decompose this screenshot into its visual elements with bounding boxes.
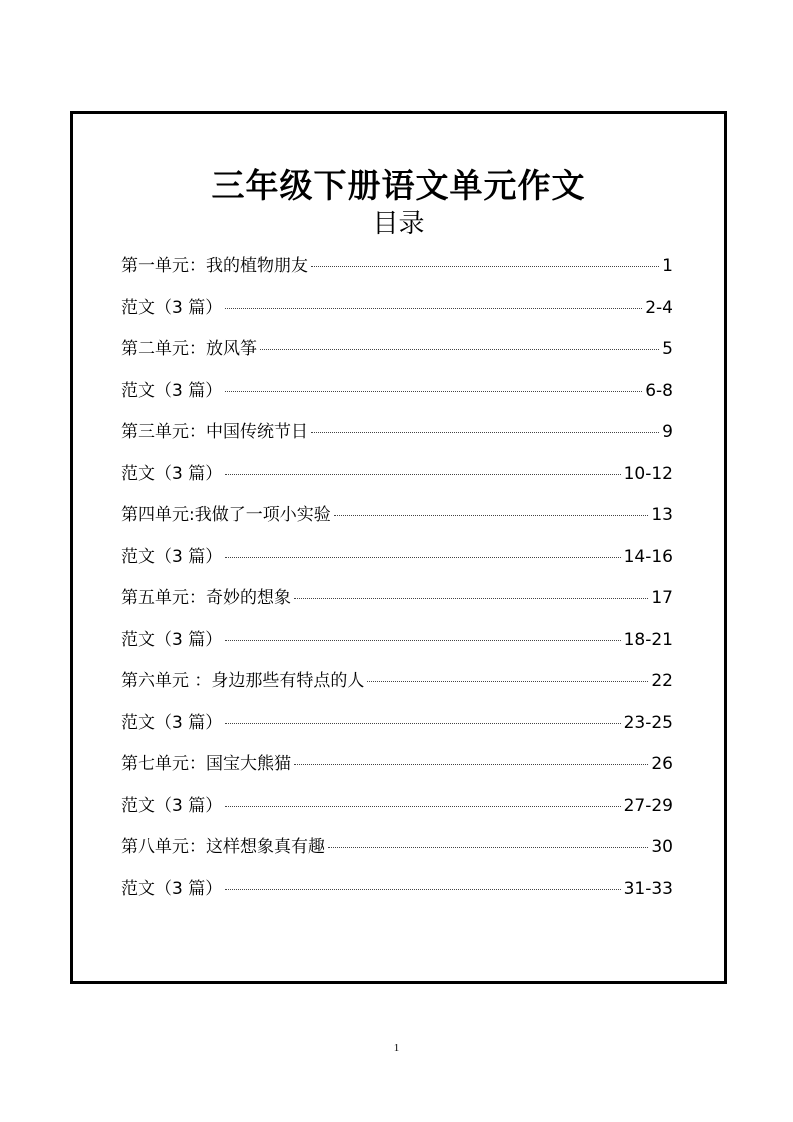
dot-leader (225, 640, 620, 641)
toc-entry-page: 6-8 (645, 380, 673, 401)
table-of-contents (121, 254, 673, 918)
toc-entry-label: 范文（3 篇） (121, 463, 223, 484)
page-number: 1 (393, 1042, 400, 1054)
dot-leader (311, 266, 659, 267)
toc-entry-page: 5 (662, 339, 673, 359)
dot-leader (225, 723, 620, 724)
toc-entry-page: 2-4 (645, 297, 673, 318)
toc-entry-label: 第六单元 ：身边那些有特点的人 (121, 671, 365, 691)
toc-entry[interactable] (121, 711, 673, 753)
toc-entry-page: 18-21 (623, 629, 673, 650)
dot-leader (225, 889, 620, 890)
toc-entry[interactable] (121, 296, 673, 338)
toc-entry-label: 第七单元：国宝大熊猫 (121, 754, 291, 774)
toc-entry-label: 范文（3 篇） (121, 795, 223, 816)
dot-leader (294, 764, 648, 765)
toc-entry-page: 30 (651, 837, 673, 857)
toc-entry[interactable] (121, 877, 673, 919)
toc-entry[interactable] (121, 669, 673, 711)
toc-entry[interactable] (121, 752, 673, 794)
toc-entry[interactable] (121, 420, 673, 462)
toc-entry-page: 23-25 (623, 712, 673, 733)
document-title: 三年级下册语文单元作文 (211, 166, 586, 205)
toc-entry[interactable] (121, 379, 673, 421)
toc-entry[interactable] (121, 337, 673, 379)
dot-leader (311, 432, 659, 433)
toc-entry[interactable] (121, 254, 673, 296)
toc-entry-page: 1 (662, 256, 673, 276)
dot-leader (225, 474, 620, 475)
content-frame (70, 111, 727, 984)
toc-entry-page: 13 (651, 505, 673, 525)
toc-entry-label: 范文（3 篇） (121, 380, 223, 401)
toc-entry[interactable] (121, 586, 673, 628)
toc-entry-page: 10-12 (623, 463, 673, 484)
dot-leader (225, 806, 620, 807)
dot-leader (225, 557, 620, 558)
toc-entry[interactable] (121, 835, 673, 877)
toc-entry-label: 第一单元：我的植物朋友 (121, 256, 308, 276)
dot-leader (334, 515, 649, 516)
toc-entry-label: 范文（3 篇） (121, 629, 223, 650)
toc-entry-label: 范文（3 篇） (121, 297, 223, 318)
toc-entry-page: 14-16 (623, 546, 673, 567)
toc-entry-page: 26 (651, 754, 673, 774)
dot-leader (260, 349, 659, 350)
dot-leader (225, 391, 642, 392)
toc-entry[interactable] (121, 545, 673, 587)
toc-entry-page: 9 (662, 422, 673, 442)
toc-entry-label: 第二单元：放风筝 (121, 339, 257, 359)
toc-entry-label: 第四单元:我做了一项小实验 (121, 505, 331, 525)
dot-leader (328, 847, 648, 848)
toc-entry-page: 27-29 (623, 795, 673, 816)
toc-entry-page: 17 (651, 588, 673, 608)
toc-heading: 目录 (372, 209, 425, 239)
toc-entry-label: 范文（3 篇） (121, 712, 223, 733)
dot-leader (367, 681, 648, 682)
toc-entry-label: 范文（3 篇） (121, 546, 223, 567)
dot-leader (225, 308, 642, 309)
toc-entry[interactable] (121, 628, 673, 670)
toc-entry-label: 第五单元：奇妙的想象 (121, 588, 291, 608)
dot-leader (294, 598, 648, 599)
toc-entry[interactable] (121, 794, 673, 836)
toc-entry-label: 范文（3 篇） (121, 878, 223, 899)
toc-entry-page: 22 (651, 671, 673, 691)
toc-entry[interactable] (121, 503, 673, 545)
toc-entry-label: 第三单元：中国传统节日 (121, 422, 308, 442)
toc-entry-label: 第八单元：这样想象真有趣 (121, 837, 325, 857)
toc-entry[interactable] (121, 462, 673, 504)
toc-entry-page: 31-33 (623, 878, 673, 899)
